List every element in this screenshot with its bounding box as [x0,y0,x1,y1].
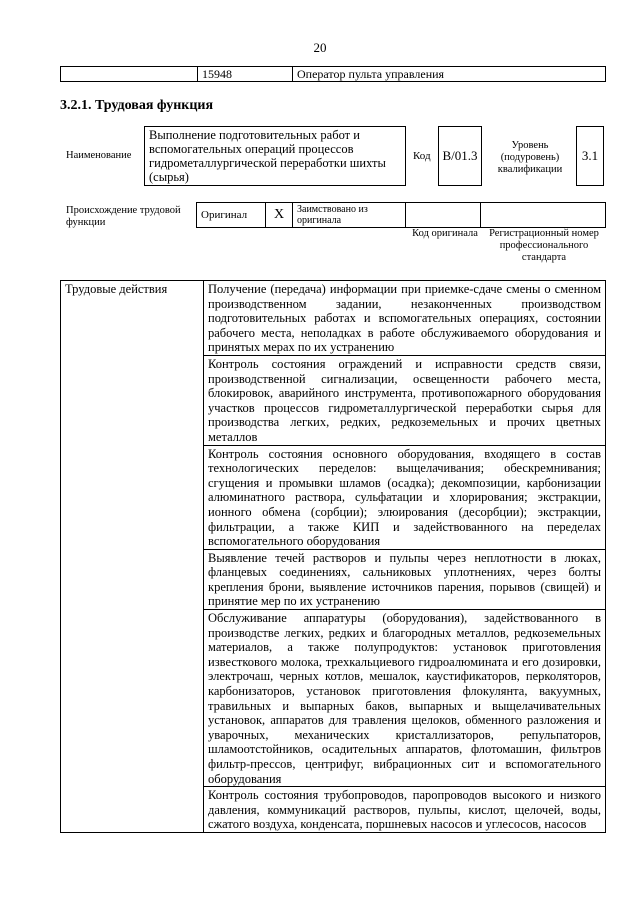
labor-action-item: Выявление течей растворов и пульпы через неплотности в люках, фланцевых соединениях, сальниковых уплотнениях, через болты крепления брони, выявление источников парения, порывов (свищей) и принятие мер по их устранению [204,549,606,609]
occupation-code: 15948 [198,67,293,82]
level-value-box: 3.1 [576,126,604,186]
reg-number-cell [481,203,606,228]
labor-action-item: Контроль состояния ограждений и исправности средств связи, производственной сигнализации, освещенности рабочего места, блокировок, аварийного инструмента, противопожарного оборудования участков процессов гидрометаллургической переработки сырья для производства легких, редких, редкоземельных и прочих цветных металлов [204,355,606,445]
original-mark: X [266,203,293,228]
occupation-name: Оператор пульта управления [293,67,606,82]
empty-cell [61,67,198,82]
code-original-label: Код оригинала [412,228,478,239]
code-label: Код [413,150,431,162]
origin-table [196,202,606,228]
level-label: Уровень (подуровень) квалификации [497,140,563,175]
labor-actions-label: Трудовые действия [61,281,204,833]
function-code-box: B/01.3 [438,126,482,186]
origin-label: Происхождение трудовой функции [66,205,181,228]
name-label: Наименование [66,150,132,161]
labor-action-item: Контроль состояния трубопроводов, паропроводов высокого и низкого давления, коммуникаций растворов, пульпы, кислот, щелочей, воды, сжатого воздуха, конденсата, поршневых насосов и углесосов, насосов [204,787,606,833]
original-label: Оригинал [197,203,266,228]
section-title: 3.2.1. Трудовая функция [60,98,214,113]
reg-number-label: Регистрационный номер профессионального стандарта [489,228,599,263]
borrowed-label: Заимствовано из оригинала [293,203,406,228]
labor-actions-table [60,280,606,833]
code-original-cell [406,203,481,228]
page-number: 20 [313,40,327,55]
labor-action-item: Контроль состояния основного оборудования, входящего в состав технологических переделов: выщелачивания; обескремнивания; сгущения и промывки шламов (осадка); декомпозиции, карбонизации алюминатного раствора, сульфатации и хлорирования; экстракции, ионного обмена (сорбции); элюирования (десорбции); экстракции, фильтрации, а также КИП и задействованного на переделах вспомогательного оборудования [204,445,606,549]
labor-action-item: Получение (передача) информации при приемке-сдаче смены о сменном производственном задании, незаконченных производством подготовительных работах и вспомогательных операциях, состоянии рабочего места, неполадках в работе обслуживаемого оборудования и принятых мерах по их устранению [204,281,606,356]
labor-action-item: Обслуживание аппаратуры (оборудования), задействованного в производстве легких, редких и благородных металлов, редкоземельных материалов, а также полупродуктов: установок приготовления известкового молока, трехкальциевого гидроалюмината и его дозировки, электрочаш, черных котлов, мешалок, каустификаторов, перколяторов, карбонизаторов, установок приготовления флокулянта, вакуумных, травильных и выпарных баков, выпарных и выщелачивательных установок, аппаратов для травления щелоков, обменного разложения и уварочных, механических кристаллизаторов, репульпаторов, шламоотстойников, осадительных аппаратов, флотомашин, фильтров фильтр-прессов, центрифуг, вибрационных сит и вспомогательного оборудования [204,610,606,787]
function-name-box: Выполнение подготовительных работ и вспомогательных операций процессов гидрометаллургической переработки шихты (сырья) [144,126,406,186]
occupation-row-table [60,66,606,82]
